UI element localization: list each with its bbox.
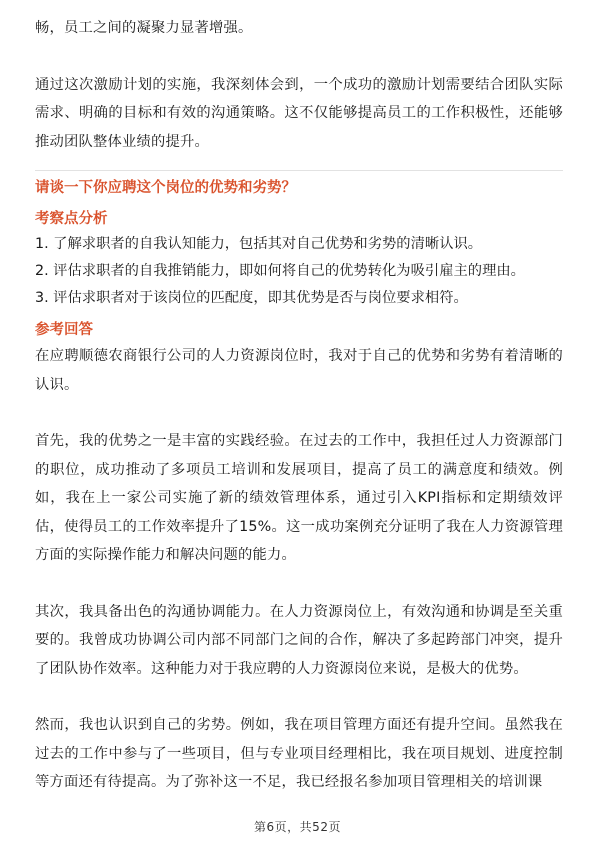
analysis-item-2: 2. 评估求职者的自我推销能力，即如何将自己的优势转化为吸引雇主的理由。 (35, 263, 525, 279)
intro-paragraph: 通过这次激励计划的实施，我深刻体会到，一个成功的激励计划需要结合团队实际需求、明确的目标和有效的沟通策略。这不仅能够提高员工的工作积极性，还能够推动团队整体业绩的提升。 (35, 76, 563, 150)
question-title: 请谈一下你应聘这个岗位的优势和劣势？ (35, 180, 296, 196)
answer-paragraph-2: 首先，我的优势之一是丰富的实践经验。在过去的工作中，我担任过人力资源部门的职位，成功推动了多项员工培训和发展项目，提高了员工的满意度和绩效。例如，我在上一家公司实施了新的绩效管理体系，通过引入KPI指标和定期绩效评估，使得员工的工作效率提升了15%。这一成功案例充分证明了我在人力资源管理方面的实际操作能力和解决问题的能力。 (35, 433, 563, 563)
answer-paragraph-1: 在应聘顺德农商银行公司的人力资源岗位时，我对于自己的优势和劣势有着清晰的认识。 (35, 348, 563, 393)
page-content (35, 14, 563, 797)
section-divider (35, 170, 563, 171)
analysis-item-1: 1. 了解求职者的自我认知能力，包括其对自己优势和劣势的清晰认识。 (35, 236, 483, 252)
analysis-item-3: 3. 评估求职者对于该岗位的匹配度，即其优势是否与岗位要求相符。 (35, 290, 468, 306)
answer-paragraph-4: 然而，我也认识到自己的劣势。例如，我在项目管理方面还有提升空间。虽然我在过去的工作中参与了一些项目，但与专业项目经理相比，我在项目规划、进度控制等方面还有待提高。为了弥补这一不足，我已经报名参加项目管理相关的培训课 (35, 717, 563, 790)
analysis-heading: 考察点分析 (35, 211, 108, 227)
page-number: 第6页，共52页 (254, 820, 341, 834)
intro-line: 畅，员工之间的凝聚力显著增强。 (35, 20, 253, 36)
answer-heading: 参考回答 (35, 322, 93, 338)
answer-paragraph-3: 其次，我具备出色的沟通协调能力。在人力资源岗位上，有效沟通和协调是至关重要的。我曾成功协调公司内部不同部门之间的合作，解决了多起跨部门冲突，提升了团队协作效率。这种能力对于我应聘的人力资源岗位来说，是极大的优势。 (35, 603, 563, 677)
